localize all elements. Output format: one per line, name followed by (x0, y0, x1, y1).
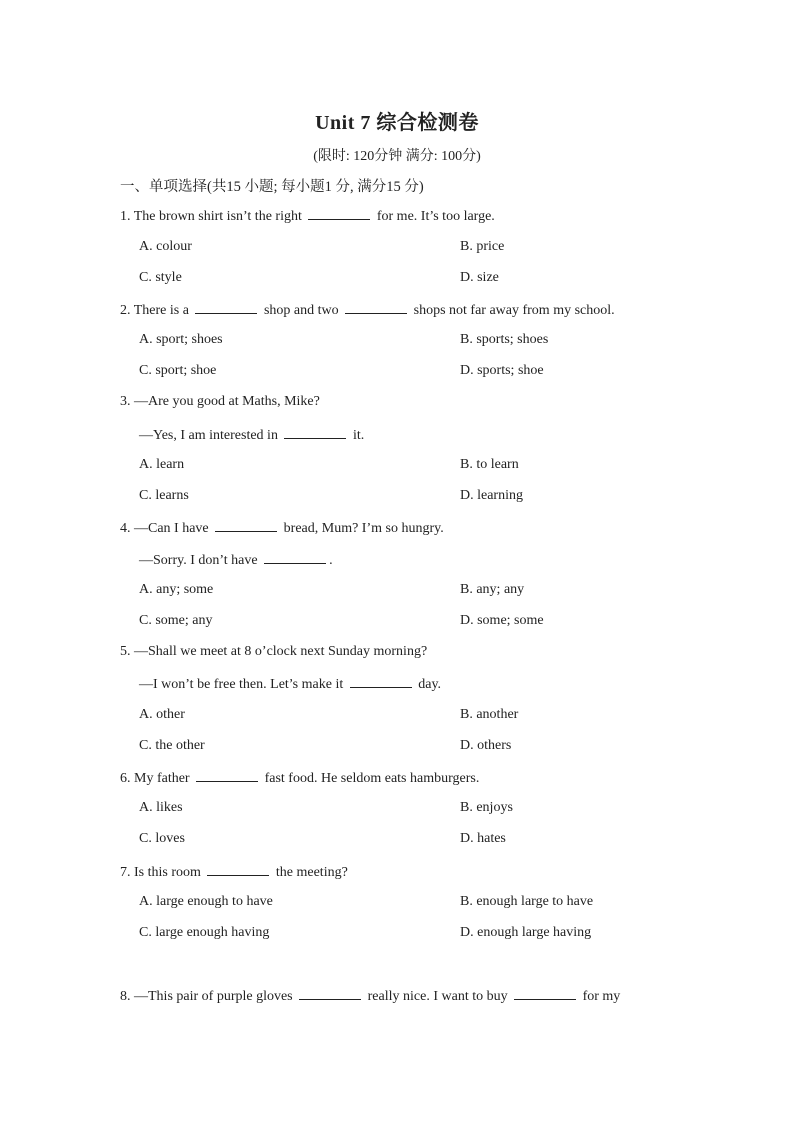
question-text: —Yes, I am interested in (139, 428, 282, 443)
option-c: C. sport; shoe (139, 363, 217, 378)
question-7-line (120, 863, 348, 881)
question-text: —I won’t be free then. Let’s make it (139, 677, 347, 692)
option-d: D. learning (460, 488, 523, 503)
question-text: 4. —Can I have (120, 521, 213, 536)
question-text: . (329, 553, 333, 568)
question-1-line (120, 207, 495, 225)
option-a: A. sport; shoes (139, 332, 223, 347)
option-b: B. to learn (460, 457, 519, 472)
question-text: 7. Is this room (120, 865, 205, 880)
question-text: fast food. He seldom eats hamburgers. (261, 771, 480, 786)
question-4-line (120, 519, 444, 537)
option-b: B. enjoys (460, 800, 513, 815)
option-b: B. any; any (460, 582, 525, 597)
option-d: D. sports; shoe (460, 363, 544, 378)
answer-blank (350, 675, 412, 688)
option-a: A. large enough to have (139, 894, 273, 909)
option-d: D. size (460, 270, 499, 285)
answer-blank (207, 863, 269, 876)
question-3-line (120, 394, 320, 410)
question-text: —Sorry. I don’t have (139, 553, 262, 568)
question-text: 1. The brown shirt isn’t the right (120, 209, 306, 224)
question-text: 8. —This pair of purple gloves (120, 989, 297, 1004)
question-text: for my (579, 989, 621, 1004)
section-heading: 一、单项选择(共15 小题; 每小题1 分, 满分15 分) (120, 179, 424, 195)
page-title: Unit 7 综合检测卷 (315, 112, 479, 134)
option-c: C. large enough having (139, 925, 270, 940)
option-b: B. another (460, 707, 519, 722)
answer-blank (345, 301, 407, 314)
answer-blank (196, 769, 258, 782)
question-text: the meeting? (272, 865, 348, 880)
question-text: day. (414, 677, 442, 692)
question-text: it. (349, 428, 365, 443)
option-d: D. hates (460, 831, 506, 846)
question-5-line (120, 644, 427, 660)
option-a: A. any; some (139, 582, 214, 597)
question-text: shop and two (260, 303, 343, 318)
option-a: A. learn (139, 457, 185, 472)
question-5-line (139, 675, 441, 693)
answer-blank (514, 987, 576, 1000)
question-text: 6. My father (120, 771, 194, 786)
answer-blank (215, 519, 277, 532)
option-a: A. other (139, 707, 185, 722)
option-b: B. price (460, 239, 505, 254)
question-8-line (120, 987, 620, 1005)
option-c: C. learns (139, 488, 189, 503)
page-subtitle: (限时: 120分钟 满分: 100分) (313, 149, 481, 164)
option-a: A. colour (139, 239, 192, 254)
question-text: 5. —Shall we meet at 8 o’clock next Sunday morning? (120, 644, 428, 659)
question-text: 2. There is a (120, 303, 193, 318)
option-c: C. some; any (139, 613, 213, 628)
answer-blank (195, 301, 257, 314)
question-2-line (120, 301, 615, 319)
option-b: B. sports; shoes (460, 332, 549, 347)
question-text: shops not far away from my school. (410, 303, 615, 318)
option-c: C. style (139, 270, 182, 285)
question-4-line (139, 551, 333, 569)
question-text: for me. It’s too large. (373, 209, 495, 224)
answer-blank (308, 207, 370, 220)
answer-blank (284, 426, 346, 439)
option-a: A. likes (139, 800, 183, 815)
question-text: bread, Mum? I’m so hungry. (280, 521, 444, 536)
question-6-line (120, 769, 479, 787)
option-c: C. the other (139, 738, 205, 753)
answer-blank (299, 987, 361, 1000)
answer-blank (264, 551, 326, 564)
question-text: 3. —Are you good at Maths, Mike? (120, 394, 320, 409)
question-text: really nice. I want to buy (364, 989, 512, 1004)
option-d: D. others (460, 738, 512, 753)
option-d: D. some; some (460, 613, 544, 628)
option-b: B. enough large to have (460, 894, 594, 909)
question-3-line (139, 426, 364, 444)
option-c: C. loves (139, 831, 185, 846)
option-d: D. enough large having (460, 925, 592, 940)
